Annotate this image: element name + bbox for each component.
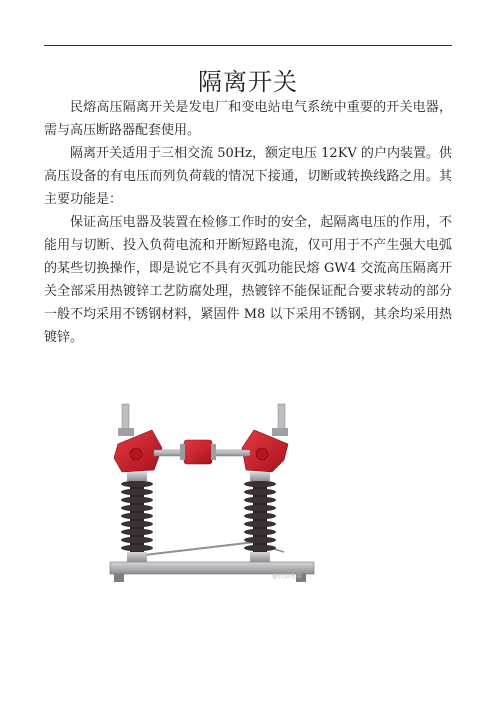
- image-watermark: @民熔电器: [272, 573, 303, 580]
- document-title: 隔离开关: [198, 68, 298, 96]
- center-contact-blade: [154, 440, 250, 464]
- right-insulator: [244, 472, 276, 562]
- disconnect-switch-photo: [96, 392, 328, 588]
- left-contact-head: [114, 404, 162, 472]
- paragraph-3: 保证高压电器及装置在检修工作时的安全，起隔离电压的作用，不能用与切断、投入负荷电流和开断短路电流，仅可用于不产生强大电弧的某些切换操作，即是说它不具有灭弧功能民熔 GW4 交流高压隔离开关全部采用热镀锌工艺防腐处理，热镀锌不能保证配合要求转动的部分一般不均采用不锈钢材料，紧固件 M8 以下采用不锈钢，其余均采用热镀锌。: [44, 215, 452, 345]
- disconnect-switch-illustration: [96, 392, 328, 588]
- right-contact-head: [242, 404, 288, 472]
- header-rule: [44, 45, 452, 46]
- paragraph-1: 民熔高压隔离开关是发电厂和变电站电气系统中重要的开关电器，需与高压断路器配套使用。: [44, 100, 452, 138]
- document-body: [44, 96, 452, 349]
- paragraph-2: 隔离开关适用于三相交流 50Hz，额定电压 12KV 的户内装置。供高压设备的有电压而列负荷载的情况下接通，切断或转换线路之用。其主要功能是：: [44, 146, 452, 207]
- base-foot-left: [114, 574, 124, 582]
- left-insulator: [121, 472, 153, 562]
